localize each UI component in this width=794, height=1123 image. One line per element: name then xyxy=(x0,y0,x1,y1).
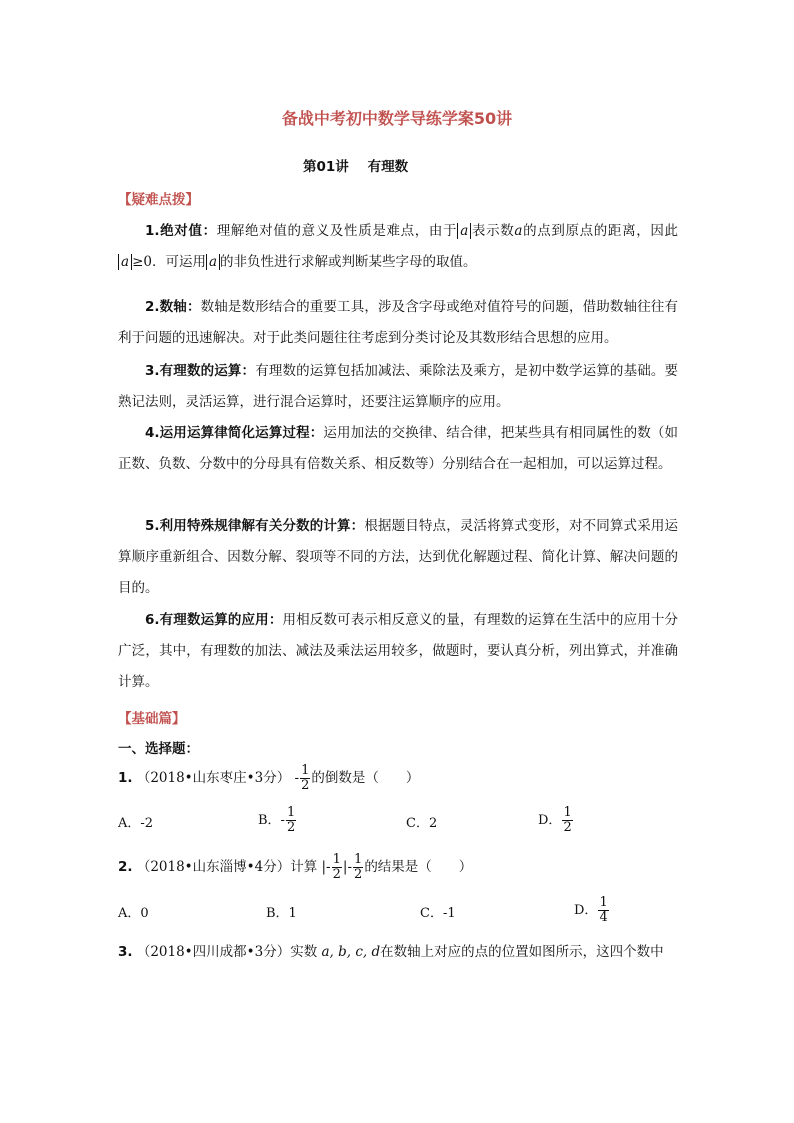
section-tips-label: 【疑难点拨】 xyxy=(118,192,199,208)
tip-special-rules: 5.利用特殊规律解有关分数的计算：根据题目特点，灵活将算式变形，对不同算式采用运算顺序重新组合、因数分解、裂项等不同的方法，达到优化解题过程、简化计算、解决问题的目的。 xyxy=(118,518,678,596)
question-3: 3. （2018•四川成都•3分）实数 a, b, c, d在数轴上对应的点的位置如图所示，这四个数中 xyxy=(118,944,664,960)
question-2: 2. （2018•山东淄博•4分）计算 |- $\frac{1}{2}$ |- $\frac{1}{2}$ 的结果是（ ） xyxy=(118,852,473,882)
q1-option-a[interactable]: A．-2 xyxy=(118,816,154,831)
q2-option-b[interactable]: B．1 xyxy=(266,906,297,921)
q2-option-d[interactable]: D． $\frac{1}{4}$ xyxy=(574,895,608,925)
tip-number-line: 2.数轴：数轴是数形结合的重要工具，涉及含字母或绝对值符号的问题，借助数轴往往有利于问题的迅速解决。对于此类问题往往考虑到分类讨论及其数形结合思想的应用。 xyxy=(118,299,679,346)
fraction: $\frac{1}{2}$ xyxy=(301,763,310,793)
q2-option-a[interactable]: A．0 xyxy=(118,906,149,921)
question-type-heading: 一、选择题： xyxy=(118,741,199,757)
lecture-heading xyxy=(303,155,408,175)
lecture-number: 第01讲 xyxy=(303,159,349,175)
tip-operation-laws: 4.运用运算律简化运算过程：运用加法的交换律、结合律，把某些具有相同属性的数（如正数、负数、分数中的分母具有倍数关系、相反数等）分别结合在一起相加，可以运算过程。 xyxy=(118,425,679,472)
q1-option-b[interactable]: B．- $\frac{1}{2}$ xyxy=(258,805,296,835)
tip-rational-operations: 3.有理数的运算：有理数的运算包括加减法、乘除法及乘方，是初中数学运算的基础。要熟记法则，灵活运算，进行混合运算时，还要注运算顺序的应用。 xyxy=(118,363,679,410)
section-basic-label: 【基础篇】 xyxy=(118,711,186,727)
q2-option-c[interactable]: C．-1 xyxy=(420,906,456,921)
tip-absolute-value: 1.绝对值：理解绝对值的意义及性质是难点，由于 a 表示数a的点到原点的距离，因此a ≥0．可运用 a 的非负性进行求解或判断某些字母的取值。 xyxy=(118,216,678,278)
question-1: 1. （2018•山东枣庄•3分） - $\frac{1}{2}$ 的倒数是（ ） xyxy=(118,763,420,793)
tip-applications: 6.有理数运算的应用：用相反数可表示相反意义的量，有理数的运算在生活中的应用十分广泛，其中，有理数的加法、减法及乘法运用较多，做题时，要认真分析，列出算式，并准确计算。 xyxy=(118,612,678,690)
q1-option-c[interactable]: C．2 xyxy=(406,816,438,831)
document-title: 备战中考初中数学导练学案50讲 xyxy=(281,109,513,128)
tip1-heading: 1.绝对值： xyxy=(145,223,217,239)
q1-option-d[interactable]: D． $\frac{1}{2}$ xyxy=(538,805,572,835)
lecture-title: 有理数 xyxy=(367,159,409,175)
